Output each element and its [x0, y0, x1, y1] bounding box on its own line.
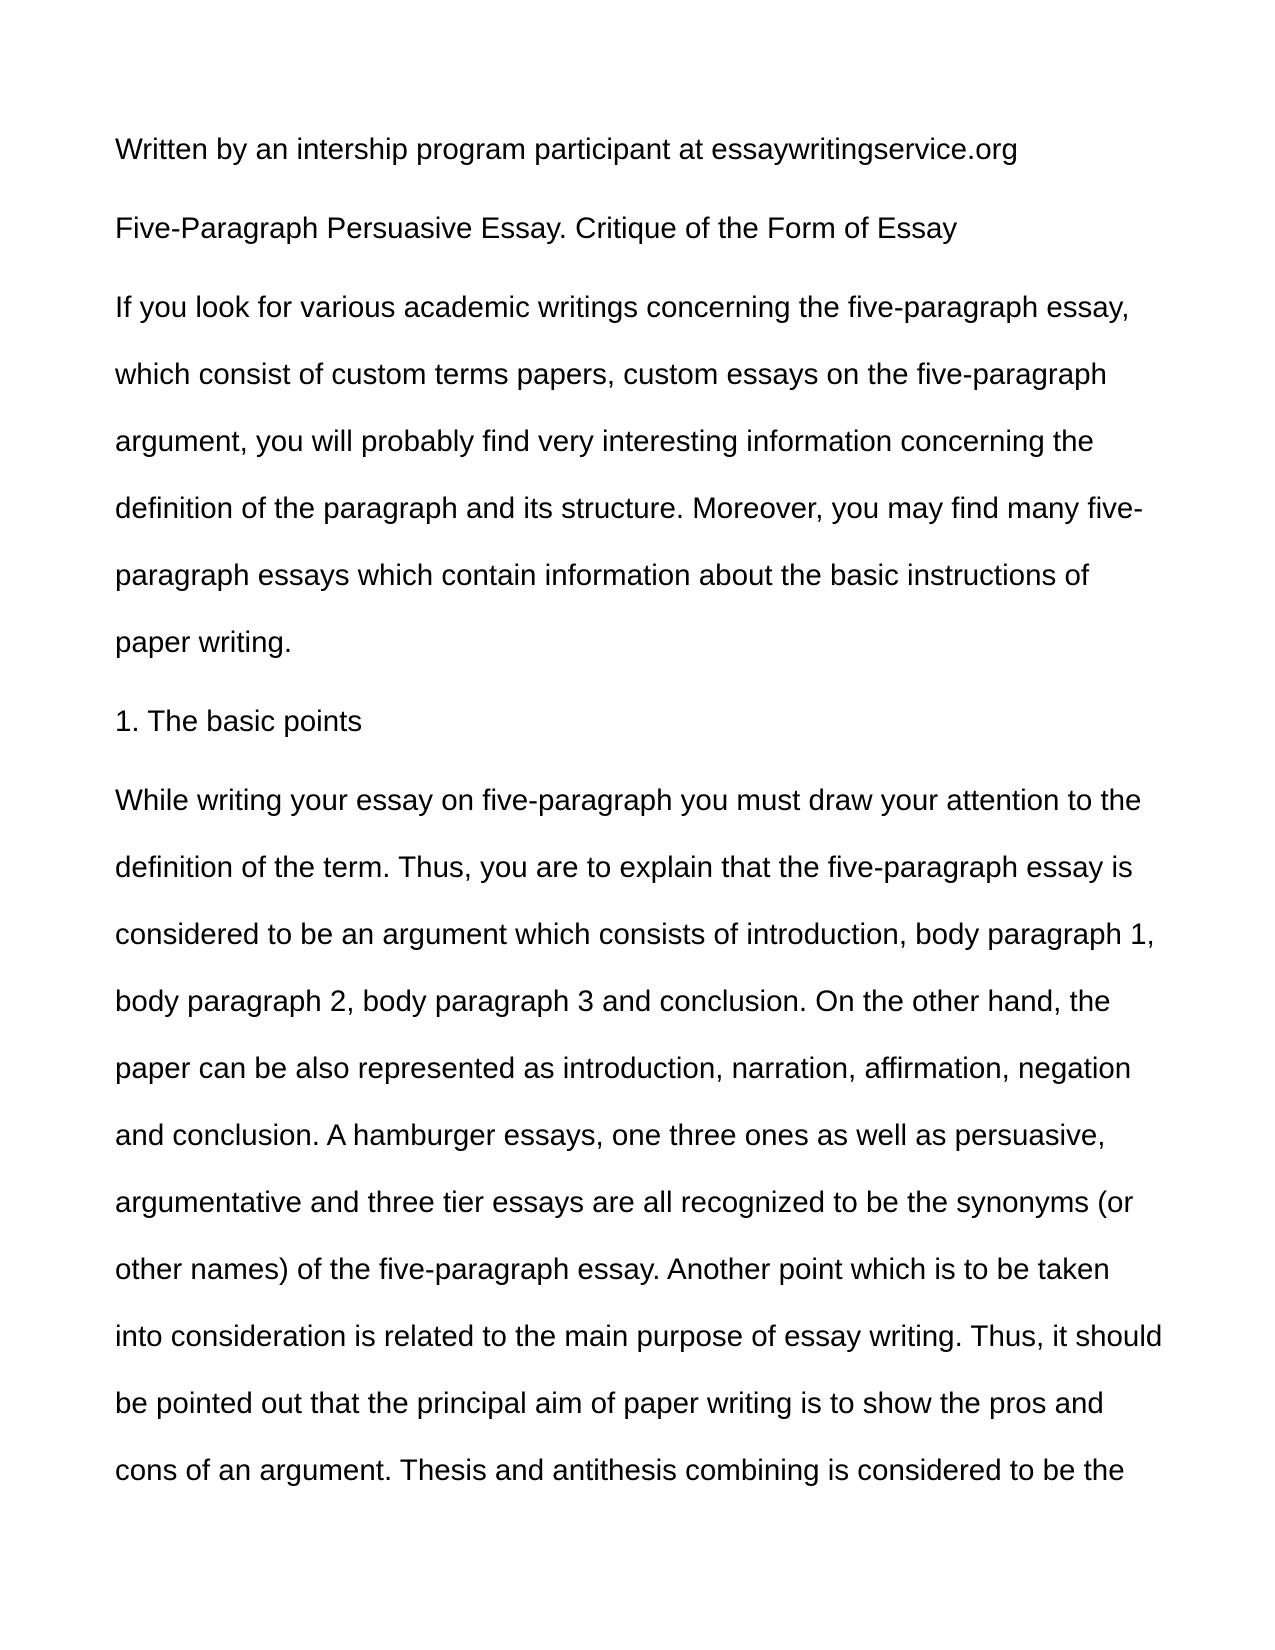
text-line: and conclusion. A hamburger essays, one three ones as well as persuasive,: [115, 1119, 1106, 1152]
text-line: While writing your essay on five-paragraph you must draw your attention to the: [115, 784, 1142, 817]
byline: [115, 116, 1175, 183]
text-line: paragraph essays which contain information about the basic instructions of: [115, 559, 1090, 592]
text-line: definition of the term. Thus, you are to explain that the five-paragraph essay is: [115, 851, 1133, 884]
text-line: which consist of custom terms papers, custom essays on the five-paragraph: [115, 358, 1107, 391]
paragraph-intro: [115, 274, 1175, 676]
text-line: cons of an argument. Thesis and antithesis combining is considered to be the: [115, 1454, 1125, 1487]
text-line: into consideration is related to the main purpose of essay writing. Thus, it should: [115, 1320, 1163, 1353]
text-line: other names) of the five-paragraph essay. Another point which is to be taken: [115, 1253, 1110, 1286]
paragraph-basic-points: [115, 767, 1175, 1504]
text-line: body paragraph 2, body paragraph 3 and conclusion. On the other hand, the: [115, 985, 1111, 1018]
text-line: 1. The basic points: [115, 705, 363, 738]
text-line: paper can be also represented as introduction, narration, affirmation, negation: [115, 1052, 1132, 1085]
text-line: Five-Paragraph Persuasive Essay. Critique of the Form of Essay: [115, 212, 958, 245]
text-line: argumentative and three tier essays are all recognized to be the synonyms (or: [115, 1186, 1134, 1219]
text-line: argument, you will probably find very interesting information concerning the: [115, 425, 1094, 458]
text-line: If you look for various academic writings concerning the five-paragraph essay,: [115, 291, 1130, 324]
text-line: be pointed out that the principal aim of paper writing is to show the pros and: [115, 1387, 1104, 1420]
text-line: definition of the paragraph and its structure. Moreover, you may find many five-: [115, 492, 1144, 525]
text-line: Written by an intership program participant at essaywritingservice.org: [115, 133, 1018, 166]
document-title: [115, 195, 1175, 262]
text-line: considered to be an argument which consists of introduction, body paragraph 1,: [115, 918, 1155, 951]
section-heading-basic-points: [115, 688, 1175, 755]
text-line: paper writing.: [115, 626, 293, 659]
